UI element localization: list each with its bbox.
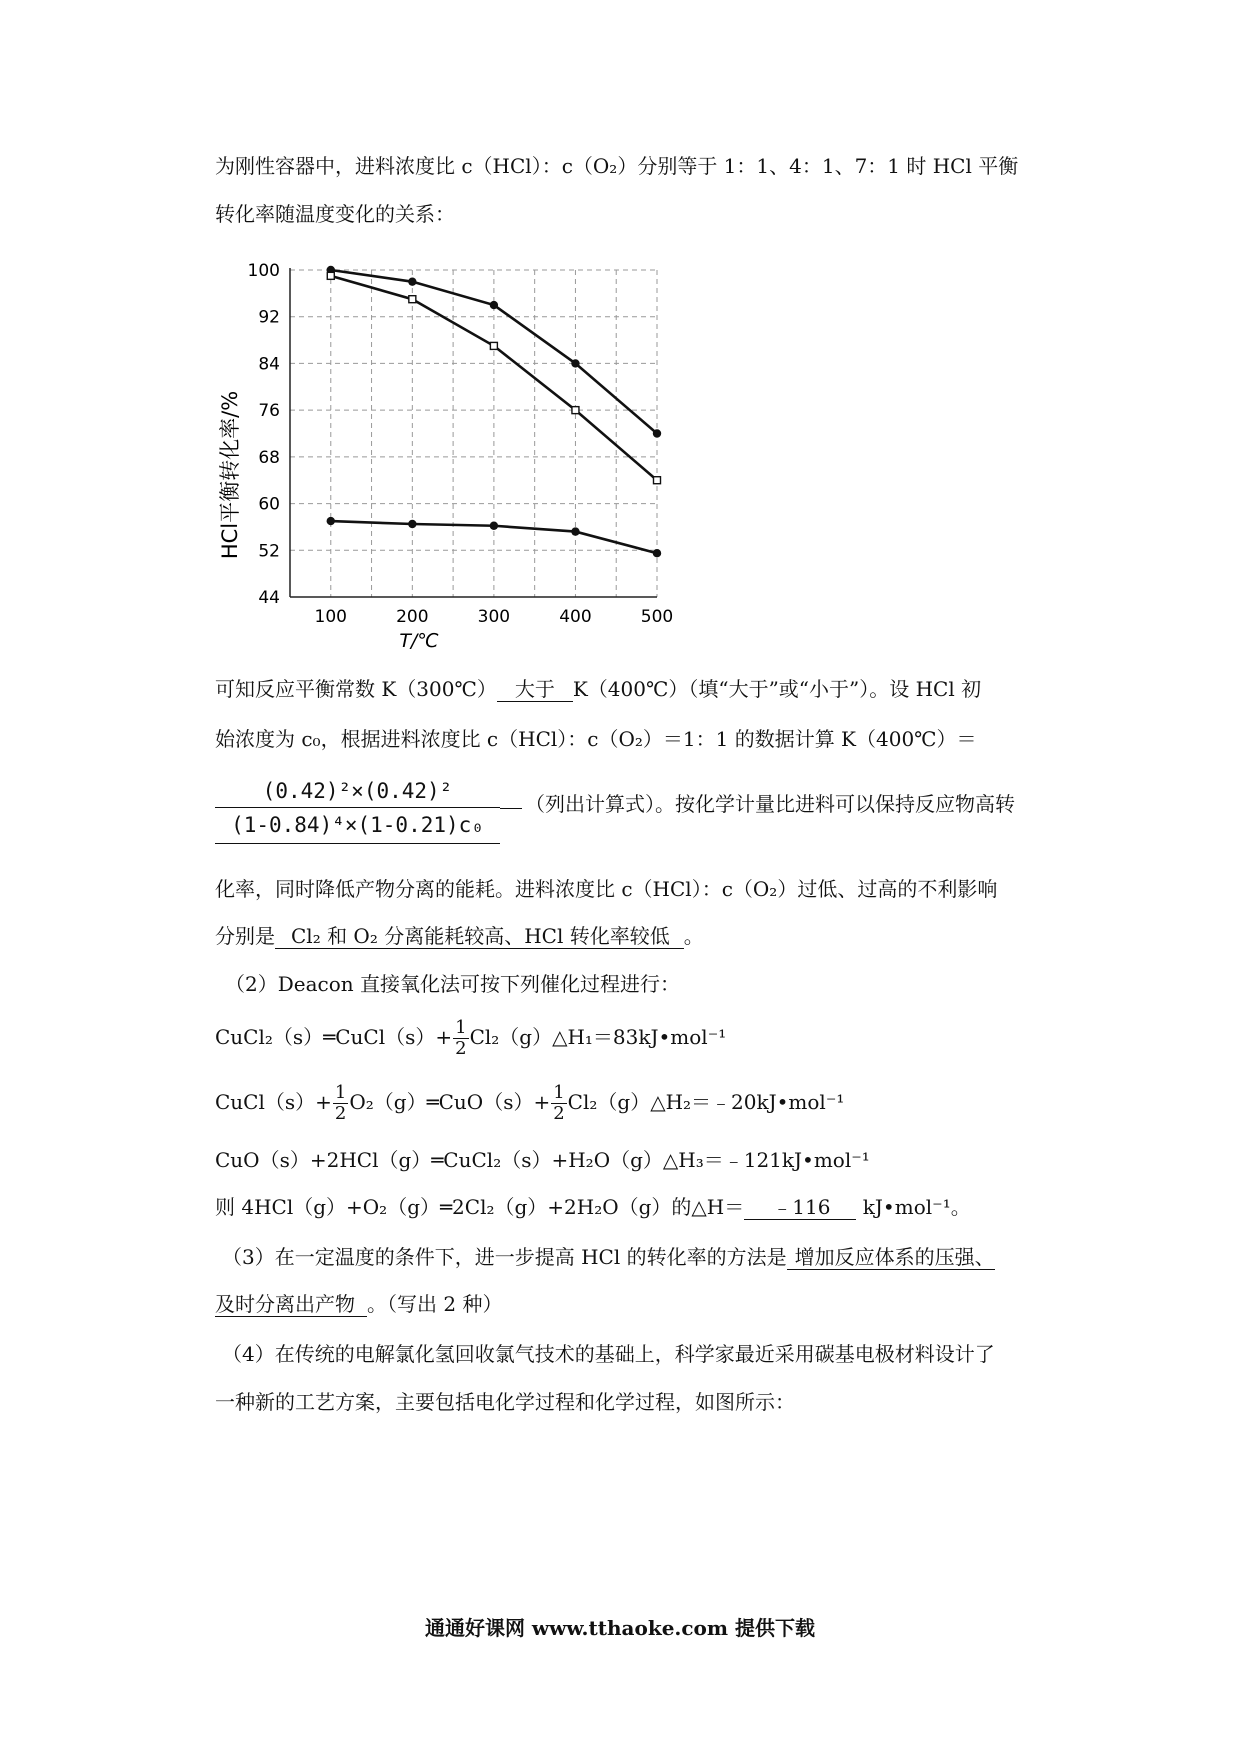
equation-3: CuO（s）+2HCl（g）═CuCl₂（s）+H₂O（g）△H₃＝﹣121kJ•mol⁻¹ <box>215 1148 870 1172</box>
equation-2-middle: O₂（g）═CuO（s）+ <box>349 1090 551 1114</box>
y-tick-label: 68 <box>258 447 280 468</box>
data-point <box>653 429 661 437</box>
k-expression-numerator: (0.42)²×(0.42)² <box>215 775 500 808</box>
para1-line-3: （列出计算式）。按化学计量比进料可以保持反应物高转 <box>525 792 1015 816</box>
answer-blank-2-underline <box>215 843 500 844</box>
y-tick-label: 100 <box>247 261 280 281</box>
part4-line-1: （4）在传统的电解氯化氢回收氯气技术的基础上，科学家最近采用碳基电极材料设计了 <box>222 1342 995 1366</box>
conversion-rate-chart <box>215 255 685 655</box>
part2-title: （2）Deacon 直接氧化法可按下列催化过程进行： <box>225 972 680 996</box>
data-point <box>408 277 416 285</box>
x-tick-label: 500 <box>640 607 674 627</box>
y-tick-label: 44 <box>258 588 280 608</box>
y-axis-label: HCl平衡转化率/% <box>218 390 242 560</box>
para1-text-a: 可知反应平衡常数 K（300℃） <box>215 677 497 701</box>
part3-text-b: 。（写出 2 种） <box>367 1292 503 1316</box>
equation-1-left: CuCl₂（s）═CuCl（s）+ <box>215 1025 453 1049</box>
x-tick-label: 300 <box>477 607 511 627</box>
answer-blank-5-cont: 及时分离出产物 <box>215 1292 367 1317</box>
equation-2-left: CuCl（s）+ <box>215 1090 332 1114</box>
x-axis-label: T/℃ <box>399 630 439 652</box>
answer-blank-2-tail <box>500 808 522 809</box>
equation-4-unit: kJ•mol⁻¹。 <box>862 1195 971 1219</box>
x-tick-label: 200 <box>396 607 429 627</box>
footer-credit: 通通好课网 www.tthaoke.com 提供下载 <box>424 1616 816 1640</box>
part3-text-a: （3）在一定温度的条件下，进一步提高 HCl 的转化率的方法是 <box>222 1245 787 1269</box>
para1-line-4: 化率，同时降低产物分离的能耗。进料浓度比 c（HCl）：c（O₂）过低、过高的不利影响 <box>215 877 998 901</box>
half-fraction: $\frac{1}{2}$ <box>553 1082 565 1124</box>
para1-line-1 <box>215 675 981 703</box>
chart-axes <box>248 261 674 627</box>
data-point <box>409 296 416 303</box>
answer-blank-1: 大于 <box>497 677 573 702</box>
k-expression-denominator: (1-0.84)⁴×(1-0.21)c₀ <box>231 813 484 837</box>
intro-line-1: 为刚性容器中，进料浓度比 c（HCl）：c（O₂）分别等于 1：1、4：1、7：1 时 HCl 平衡 <box>215 154 1019 178</box>
data-point <box>654 477 661 484</box>
answer-blank-4: ﹣116 <box>744 1195 856 1220</box>
equation-1-right: Cl₂（g）△H₁＝83kJ•mol⁻¹ <box>469 1025 727 1049</box>
para1-text-b: K（400℃）（填“大于”或“小于”）。设 HCl 初 <box>572 677 982 701</box>
equation-2-right: Cl₂（g）△H₂＝﹣20kJ•mol⁻¹ <box>567 1090 845 1114</box>
data-point <box>490 522 498 530</box>
data-point <box>571 527 579 535</box>
equation-4 <box>215 1193 971 1221</box>
equation-2 <box>215 1083 844 1124</box>
y-tick-label: 76 <box>258 401 280 422</box>
data-point <box>327 517 335 525</box>
part3-line-2 <box>215 1290 502 1318</box>
y-tick-label: 92 <box>258 307 280 328</box>
para1-line-2: 始浓度为 c₀，根据进料浓度比 c（HCl）：c（O₂）＝1：1 的数据计算 K（400℃）＝ <box>215 727 977 751</box>
data-point <box>327 272 334 279</box>
x-tick-label: 100 <box>314 607 348 627</box>
x-tick-label: 400 <box>559 607 592 627</box>
para1-text-c: 分别是 <box>215 924 275 948</box>
equation-1 <box>215 1018 726 1059</box>
data-point <box>408 520 416 528</box>
part4-line-2: 一种新的工艺方案，主要包括电化学过程和化学过程，如图所示： <box>215 1390 795 1414</box>
data-point <box>490 301 498 309</box>
y-tick-label: 84 <box>258 354 280 375</box>
data-point <box>572 407 579 414</box>
equation-4-left: 则 4HCl（g）+O₂（g）═2Cl₂（g）+2H₂O（g）的△H＝ <box>215 1195 745 1219</box>
para1-line-5 <box>215 922 704 950</box>
intro-line-2: 转化率随温度变化的关系： <box>215 202 455 226</box>
data-point <box>490 342 497 349</box>
y-tick-label: 60 <box>258 494 280 515</box>
part3-line-1 <box>222 1243 995 1271</box>
k-expression-fraction <box>215 775 500 842</box>
para1-text-d: 。 <box>683 924 704 948</box>
answer-blank-3: Cl₂ 和 O₂ 分离能耗较高、HCl 转化率较低 <box>275 924 684 949</box>
half-fraction: $\frac{1}{2}$ <box>455 1017 467 1059</box>
y-tick-label: 52 <box>258 541 280 562</box>
data-point <box>653 549 661 557</box>
answer-blank-5: 增加反应体系的压强、 <box>787 1245 995 1270</box>
data-point <box>571 359 579 367</box>
half-fraction: $\frac{1}{2}$ <box>334 1082 347 1124</box>
